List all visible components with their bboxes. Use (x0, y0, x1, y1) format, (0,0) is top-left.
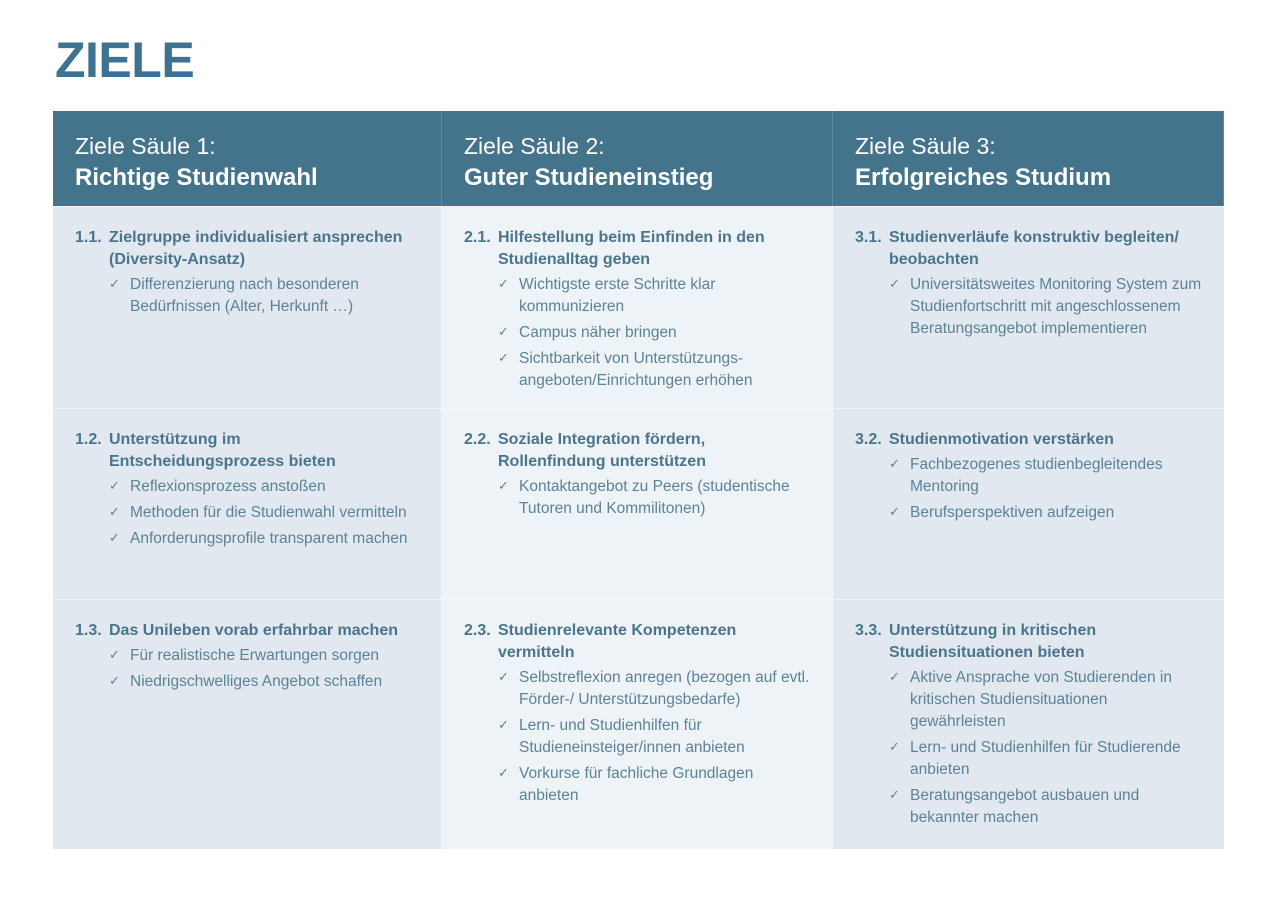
goal-item-list (889, 274, 1202, 340)
goal-title: Studienrelevante Kompetenzen vermitteln (498, 622, 737, 661)
checkmark-icon: ✓ (889, 670, 900, 685)
checkmark-icon: ✓ (498, 718, 509, 733)
goal-heading (75, 227, 419, 271)
goals-table (53, 111, 1224, 849)
goal-number: 2.1. (464, 229, 491, 246)
checkmark-icon: ✓ (889, 277, 900, 292)
checkmark-icon: ✓ (498, 670, 509, 685)
list-item (498, 763, 810, 807)
list-item-text: Aktive Ansprache von Studierenden in kritischen Studiensituationen gewährleisten (910, 669, 1172, 730)
goal-title: Das Unileben vorab erfahrbar machen (109, 622, 398, 639)
list-item (498, 322, 810, 344)
goal-item-list (498, 476, 810, 520)
goal-heading (464, 227, 810, 271)
list-item-text: Wichtigste erste Schritte klar kommunizieren (519, 276, 716, 315)
goal-cell-1-1 (53, 206, 442, 408)
column-header-prefix: Ziele Säule 2: (464, 133, 605, 159)
checkmark-icon: ✓ (498, 325, 509, 340)
checkmark-icon: ✓ (889, 457, 900, 472)
list-item-text: Differenzierung nach besonderen Bedürfnissen (Alter, Herkunft …) (130, 276, 359, 315)
checkmark-icon: ✓ (498, 479, 509, 494)
list-item (109, 274, 419, 318)
goal-heading (855, 227, 1202, 271)
goal-cell-1-2 (53, 408, 442, 599)
list-item (889, 667, 1202, 733)
list-item-text: Fachbezogenes studienbegleitendes Mentoring (910, 456, 1163, 495)
checkmark-icon: ✓ (498, 277, 509, 292)
goal-item-list (889, 667, 1202, 829)
goal-item-list (109, 274, 419, 318)
list-item-text: Für realistische Erwartungen sorgen (130, 647, 379, 664)
checkmark-icon: ✓ (109, 674, 120, 689)
list-item-text: Lern- und Studienhilfen für Studierende anbieten (910, 739, 1181, 778)
goal-title: Unterstützung in kritischen Studiensituationen bieten (889, 622, 1097, 661)
goal-item-list (498, 274, 810, 392)
checkmark-icon: ✓ (109, 277, 120, 292)
checkmark-icon: ✓ (109, 479, 120, 494)
column-header-prefix: Ziele Säule 3: (855, 133, 996, 159)
list-item-text: Niedrigschwelliges Angebot schaffen (130, 673, 383, 690)
goal-cell-1-3 (53, 599, 442, 849)
goal-number: 1.2. (75, 431, 102, 448)
checkmark-icon: ✓ (889, 505, 900, 520)
list-item (498, 348, 810, 392)
list-item-text: Berufsperspektiven aufzeigen (910, 504, 1115, 521)
column-header-name: Richtige Studienwahl (75, 164, 318, 191)
goal-heading (855, 429, 1202, 451)
list-item-text: Anforderungsprofile transparent machen (130, 530, 408, 547)
list-item (889, 785, 1202, 829)
column-header-prefix: Ziele Säule 1: (75, 133, 216, 159)
list-item (109, 671, 419, 693)
checkmark-icon: ✓ (109, 648, 120, 663)
goal-heading (855, 620, 1202, 664)
list-item-text: Reflexionsprozess anstoßen (130, 478, 326, 495)
checkmark-icon: ✓ (109, 505, 120, 520)
list-item (498, 274, 810, 318)
goal-title: Unterstützung im Entscheidungsprozess bieten (109, 431, 336, 470)
goal-cell-2-3 (442, 599, 833, 849)
list-item-text: Kontaktangebot zu Peers (studentische Tutoren und Kommilitonen) (519, 478, 790, 517)
goal-cell-2-1 (442, 206, 833, 408)
list-item (109, 528, 419, 550)
goal-title: Zielgruppe individualisiert ansprechen (Diversity-Ansatz) (109, 229, 403, 268)
goal-title: Soziale Integration fördern, Rollenfindung unterstützen (498, 431, 706, 470)
column-header-3 (833, 111, 1224, 206)
goal-item-list (498, 667, 810, 807)
list-item-text: Campus näher bringen (519, 324, 677, 341)
list-item-text: Universitätsweites Monitoring System zum Studienfortschritt mit angeschlossenem Beratungsangebot implementieren (910, 276, 1202, 337)
goal-number: 2.2. (464, 431, 491, 448)
goal-cell-3-1 (833, 206, 1224, 408)
checkmark-icon: ✓ (498, 351, 509, 366)
list-item (498, 667, 810, 711)
column-header-2 (442, 111, 833, 206)
list-item (109, 645, 419, 667)
list-item-text: Vorkurse für fachliche Grundlagen anbieten (519, 765, 754, 804)
list-item-text: Beratungsangebot ausbauen und bekannter machen (910, 787, 1140, 826)
list-item (109, 476, 419, 498)
goal-heading (75, 429, 419, 473)
goal-cell-3-2 (833, 408, 1224, 599)
list-item-text: Methoden für die Studienwahl vermitteln (130, 504, 407, 521)
list-item (498, 476, 810, 520)
goal-heading (464, 429, 810, 473)
goal-heading (464, 620, 810, 664)
list-item (109, 502, 419, 524)
list-item-text: Selbstreflexion anregen (bezogen auf evtl. Förder-/ Unterstützungsbedarfe) (519, 669, 810, 708)
goal-item-list (889, 454, 1202, 524)
goal-number: 3.3. (855, 622, 882, 639)
goal-title: Studienverläufe konstruktiv begleiten/ beobachten (889, 229, 1179, 268)
column-header-name: Guter Studieneinstieg (464, 164, 714, 191)
goal-number: 1.3. (75, 622, 102, 639)
goal-title: Hilfestellung beim Einfinden in den Studienalltag geben (498, 229, 765, 268)
checkmark-icon: ✓ (109, 531, 120, 546)
page-title: ZIELE (55, 32, 195, 88)
list-item (889, 274, 1202, 340)
list-item (498, 715, 810, 759)
goal-item-list (109, 476, 419, 550)
goal-title: Studienmotivation verstärken (889, 431, 1114, 448)
goal-number: 2.3. (464, 622, 491, 639)
goal-number: 3.1. (855, 229, 882, 246)
list-item (889, 737, 1202, 781)
goal-cell-3-3 (833, 599, 1224, 849)
checkmark-icon: ✓ (498, 766, 509, 781)
checkmark-icon: ✓ (889, 740, 900, 755)
list-item-text: Sichtbarkeit von Unterstützungs-angeboten/Einrichtungen erhöhen (519, 350, 753, 389)
checkmark-icon: ✓ (889, 788, 900, 803)
list-item-text: Lern- und Studienhilfen für Studieneinsteiger/innen anbieten (519, 717, 745, 756)
column-header-1 (53, 111, 442, 206)
list-item (889, 454, 1202, 498)
list-item (889, 502, 1202, 524)
goal-number: 1.1. (75, 229, 102, 246)
goal-cell-2-2 (442, 408, 833, 599)
goal-heading (75, 620, 419, 642)
column-header-name: Erfolgreiches Studium (855, 164, 1112, 191)
goal-item-list (109, 645, 419, 693)
goal-number: 3.2. (855, 431, 882, 448)
